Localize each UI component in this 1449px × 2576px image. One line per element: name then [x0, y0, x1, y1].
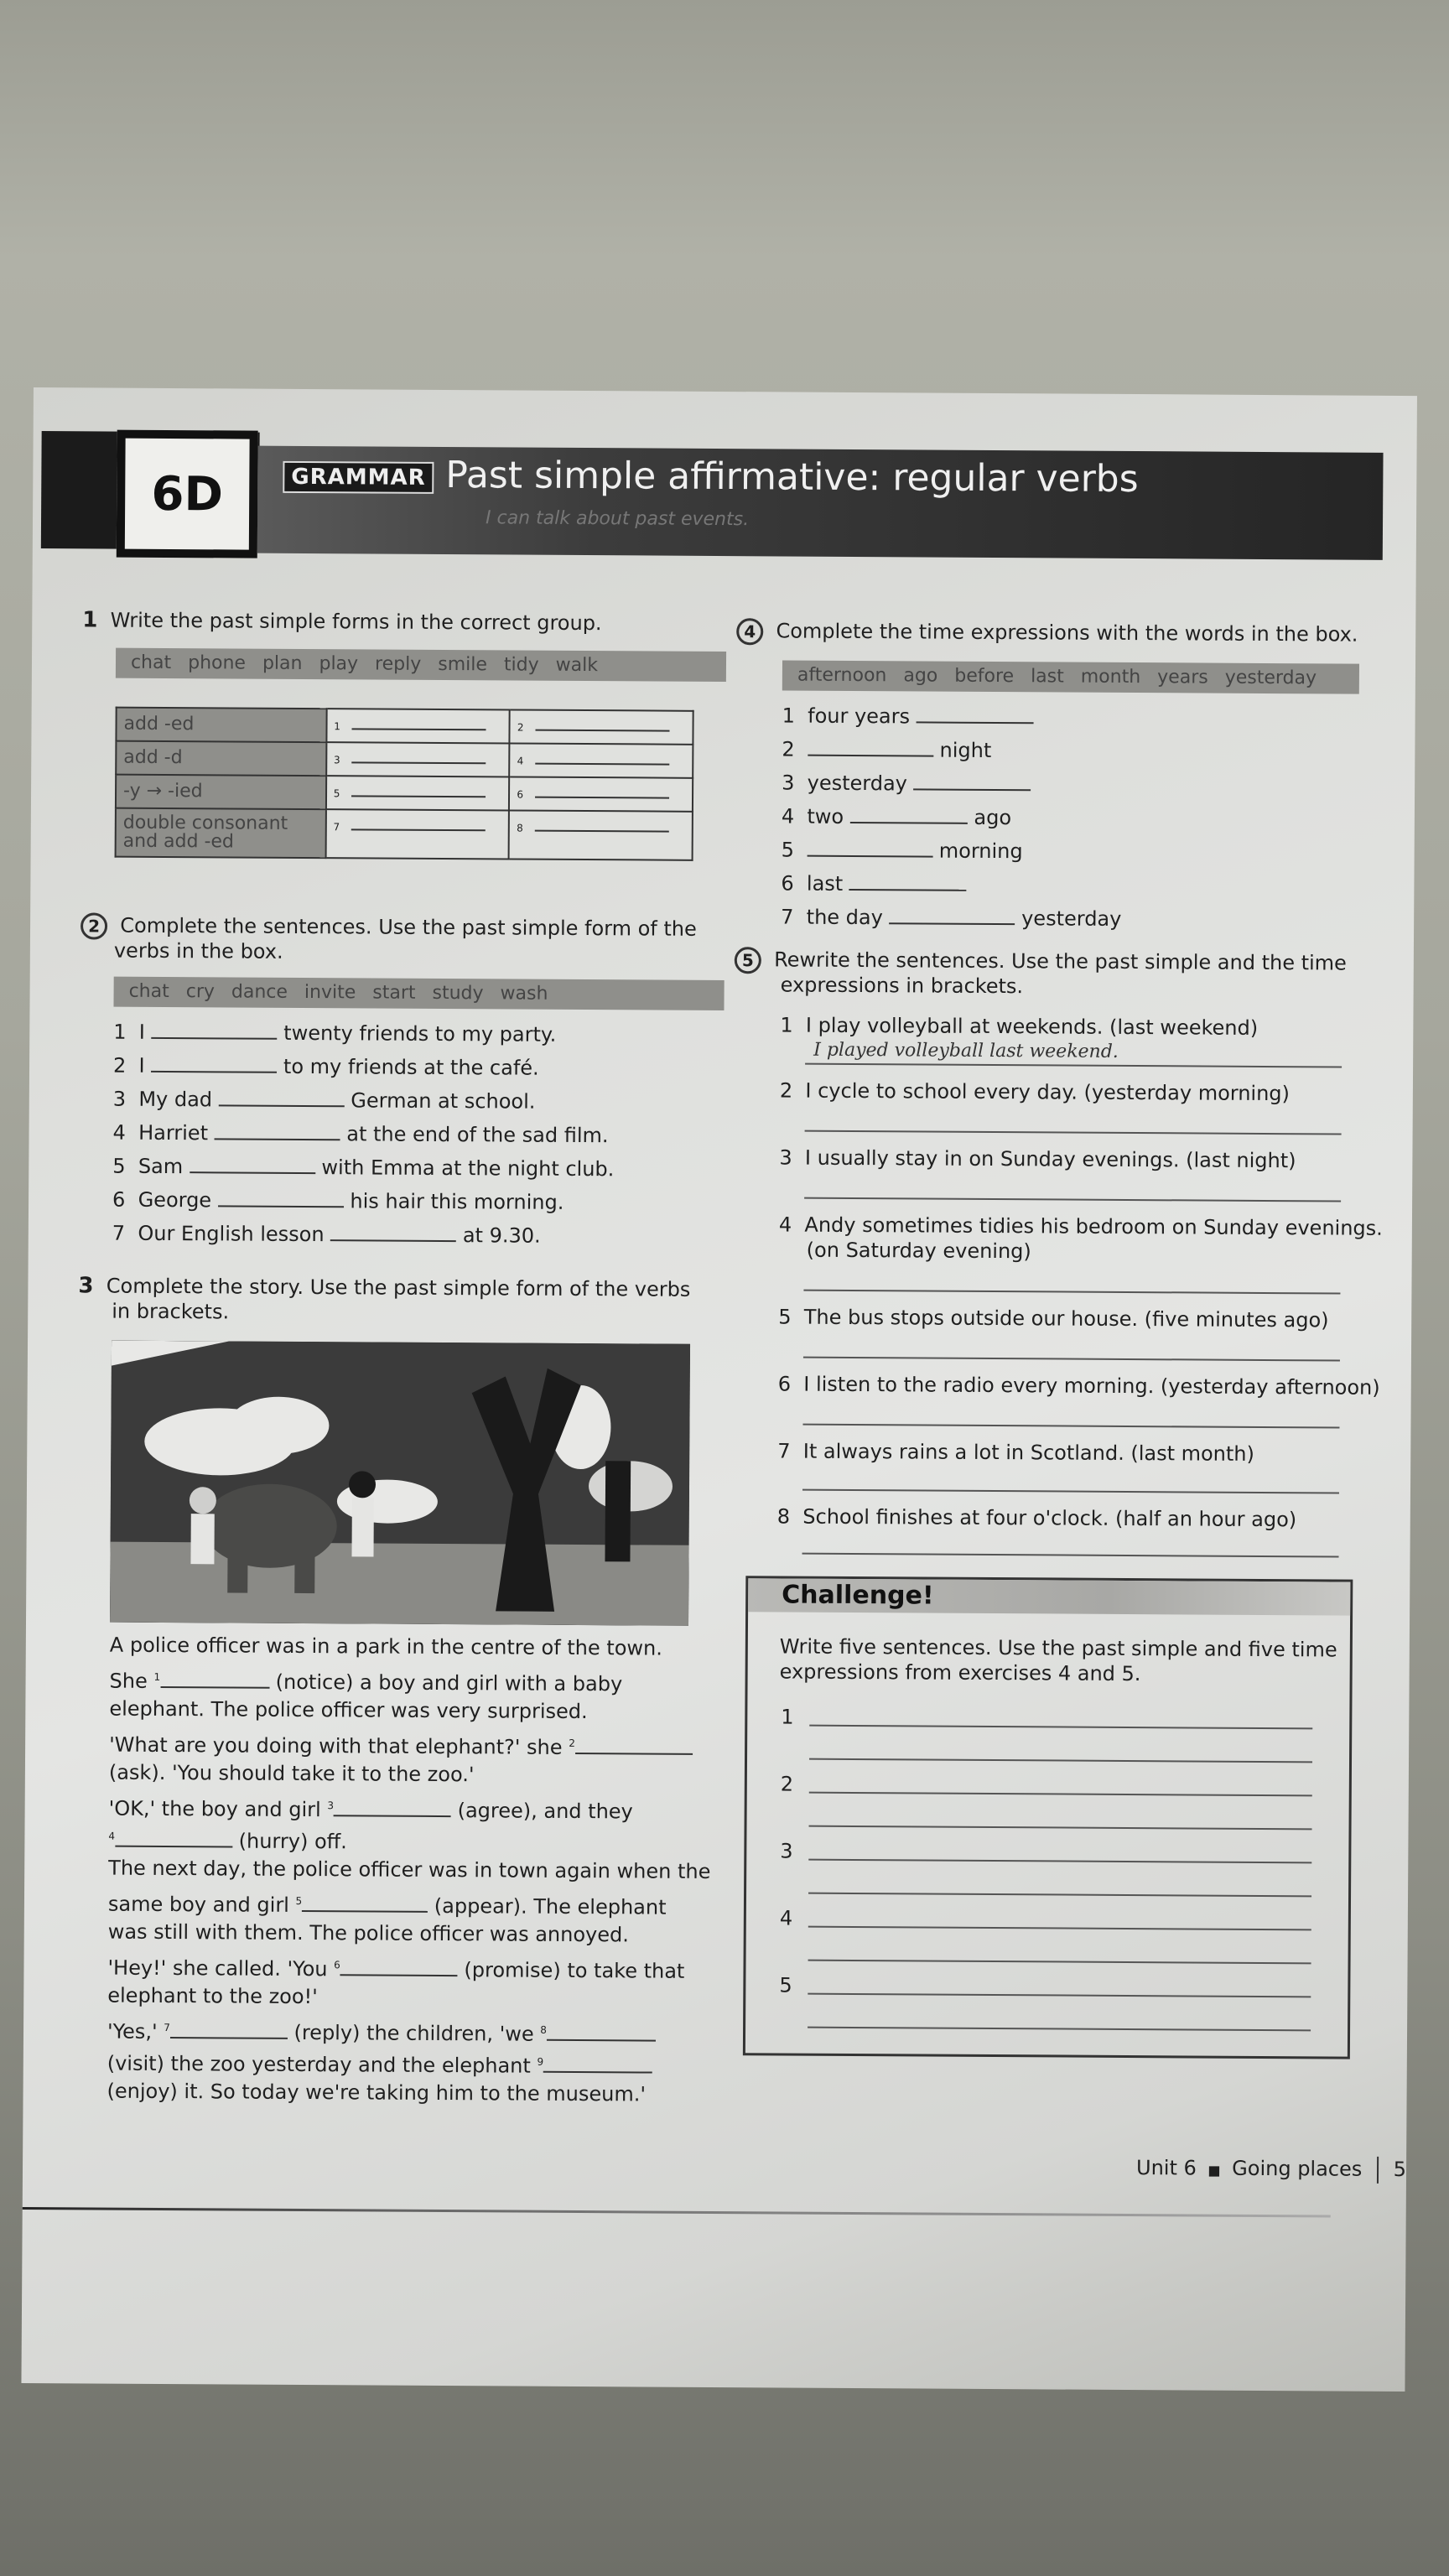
list-item: 8 School finishes at four o'clock. (half an hour ago): [776, 1504, 1297, 1532]
answer-line[interactable]: [808, 1926, 1311, 1931]
list-item: 5 morning: [781, 838, 1023, 864]
story-line: The next day, the police officer was in town again when the: [108, 1856, 711, 1883]
story-line: (visit) the zoo yesterday and the elephant $^9$: [107, 2047, 653, 2080]
box-word: chat: [128, 980, 169, 1003]
box-word: ago: [903, 665, 938, 687]
answer-line[interactable]: [808, 1960, 1311, 1965]
ex4-word-box: [782, 660, 1359, 693]
story-line: (enjoy) it. So today we're taking him to the museum.': [106, 2079, 647, 2106]
story-line: elephant. The police officer was very surprised.: [109, 1696, 588, 1724]
answer-line[interactable]: [808, 2027, 1311, 2032]
ex3-heading: 3 Complete the story. Use the past simple form of the verbs: [78, 1273, 691, 1301]
grammar-label: [283, 461, 434, 494]
ex1-heading: 1 Write the past simple forms in the correct group.: [82, 607, 602, 636]
unit-code-box: [117, 430, 258, 558]
story-line: (ask). 'You should take it to the zoo.': [108, 1760, 475, 1787]
box-word: yesterday: [1224, 667, 1317, 689]
answer-line[interactable]: [802, 1424, 1339, 1429]
illustration-drawing: [110, 1341, 690, 1626]
box-word: chat: [130, 652, 172, 674]
answer-handwritten: I played volleyball last weekend.: [813, 1039, 1119, 1062]
answer-line[interactable]: [808, 1859, 1311, 1864]
answer-line[interactable]: [805, 1130, 1342, 1135]
list-item: 7 It always rains a lot in Scotland. (last month): [777, 1439, 1255, 1466]
box-word: walk: [555, 654, 599, 677]
answer-line[interactable]: [809, 1826, 1312, 1831]
list-item: 1 I twenty friends to my party.: [113, 1020, 557, 1046]
story-line: same boy and girl $^5$ (appear). The elephant: [107, 1892, 667, 1919]
box-word: reply: [375, 653, 422, 675]
story-line: She $^1$ (notice) a boy and girl with a baby: [109, 1669, 623, 1696]
box-word: wash: [500, 983, 548, 1005]
list-item: 6 last: [781, 870, 967, 896]
answer-line[interactable]: [808, 1893, 1311, 1898]
list-item: 5 Sam with Emma at the night club.: [112, 1154, 615, 1182]
answer-line[interactable]: [809, 1792, 1312, 1797]
list-item: 2 I cycle to school every day. (yesterday morning): [779, 1078, 1291, 1106]
worksheet-page: [21, 387, 1417, 2392]
box-word: last: [1031, 666, 1064, 688]
answer-line[interactable]: [804, 1197, 1341, 1202]
challenge-box: [743, 1576, 1353, 2059]
ex4-heading: 4 Complete the time expressions with the words in the box.: [736, 618, 1358, 649]
list-item-cont: (on Saturday evening): [806, 1238, 1031, 1264]
box-word: smile: [438, 653, 488, 676]
list-item: 1 I play volleyball at weekends. (last weekend): [780, 1013, 1259, 1040]
grammar-label-text: GRAMMAR: [291, 464, 426, 491]
footer-divider: [1377, 2157, 1379, 2184]
box-word: play: [319, 653, 359, 675]
challenge-number: 1: [781, 1705, 794, 1729]
footer-rule: [23, 2207, 1331, 2218]
ex1-group-table: [115, 707, 694, 861]
box-word: dance: [231, 981, 288, 1003]
challenge-title: Challenge!: [782, 1580, 934, 1611]
box-word: years: [1157, 667, 1208, 688]
challenge-instruction: Write five sentences. Use the past simple and five time: [779, 1634, 1337, 1662]
challenge-number: 2: [780, 1772, 794, 1796]
challenge-number: 4: [779, 1906, 793, 1930]
ex2-word-box: [113, 977, 724, 1010]
box-word: start: [372, 982, 416, 1004]
list-item: 7 the day yesterday: [781, 905, 1122, 931]
box-word: plan: [262, 652, 303, 674]
list-item: 7 Our English lesson at 9.30.: [112, 1221, 541, 1248]
box-word: month: [1080, 666, 1141, 688]
story-line: $^4$ (hurry) off.: [108, 1824, 347, 1855]
list-item: 4 Andy sometimes tidies his bedroom on Sunday evenings.: [778, 1213, 1383, 1240]
list-item: 6 I listen to the radio every morning. (yesterday afternoon): [777, 1372, 1380, 1400]
footer-page-number: 5: [1393, 2157, 1406, 2182]
ex5-heading: 5 Rewrite the sentences. Use the past simple and the time: [735, 947, 1347, 977]
story-line: elephant to the zoo!': [107, 1983, 318, 2009]
ex2-heading-line2: verbs in the box.: [113, 938, 283, 963]
story-line: 'Yes,' $^7$ (reply) the children, 'we $^8$: [107, 2015, 656, 2048]
ex2-heading: 2 Complete the sentences. Use the past simple form of the: [80, 912, 697, 943]
story-line: 'Hey!' she called. 'You $^6$ (promise) to take that: [107, 1955, 685, 1983]
list-item: 4 two ago: [781, 804, 1012, 830]
box-word: cry: [185, 981, 216, 1003]
list-item: 6 George his hair this morning.: [112, 1187, 564, 1214]
list-item: 1 four years: [782, 702, 1034, 730]
box-word: tidy: [503, 654, 539, 676]
box-word: phone: [188, 652, 247, 674]
story-line: 'What are you doing with that elephant?' she $^2$: [109, 1728, 693, 1761]
page-subtitle: I can talk about past events.: [485, 507, 750, 531]
list-item: 3 yesterday: [782, 769, 1031, 797]
box-word: study: [432, 982, 484, 1005]
table-row: double consonant and add -ed 7 8: [116, 808, 693, 860]
list-item: 3 I usually stay in on Sunday evenings. (last night): [779, 1145, 1296, 1173]
unit-code: 6D: [151, 466, 224, 522]
ex1-word-box: [116, 648, 726, 682]
box-word: invite: [304, 981, 356, 1004]
story-line: A police officer was in a park in the centre of the town.: [109, 1633, 662, 1660]
answer-line[interactable]: [802, 1553, 1339, 1558]
page-footer: [1136, 2155, 1406, 2184]
footer-bullet-icon: ■: [1208, 2162, 1221, 2179]
table-row: add -ed 1 2: [116, 708, 693, 745]
box-word: before: [954, 665, 1015, 688]
table-row: -y → -ied 5 6: [116, 775, 693, 812]
answer-line[interactable]: [809, 1758, 1312, 1763]
answer-line[interactable]: [803, 1290, 1340, 1295]
story-line: 'OK,' the boy and girl $^3$ (agree), and they: [108, 1796, 633, 1824]
list-item: 3 My dad German at school.: [112, 1087, 536, 1114]
footer-unit: Unit 6: [1135, 2156, 1197, 2180]
challenge-number: 3: [780, 1839, 793, 1863]
table-row: add -d 3 4: [116, 741, 693, 778]
footer-section: Going places: [1232, 2156, 1363, 2181]
answer-line[interactable]: [803, 1357, 1340, 1362]
list-item: 2 night: [782, 737, 992, 762]
list-item: 4 Harriet at the end of the sad film.: [112, 1120, 609, 1148]
answer-line[interactable]: [808, 1993, 1311, 1998]
challenge-instruction-line2: expressions from exercises 4 and 5.: [779, 1659, 1141, 1686]
box-word: afternoon: [797, 664, 887, 687]
list-item: 2 I to my friends at the café.: [112, 1053, 539, 1080]
ex5-heading-line2: expressions in brackets.: [780, 973, 1024, 999]
story-illustration: [110, 1341, 690, 1626]
answer-line[interactable]: [802, 1489, 1339, 1494]
answer-line[interactable]: [809, 1725, 1312, 1730]
list-item: 5 The bus stops outside our house. (five minutes ago): [778, 1305, 1329, 1332]
story-line: was still with them. The police officer was annoyed.: [107, 1919, 629, 1947]
page-title: Past simple affirmative: regular verbs: [445, 454, 1139, 501]
challenge-number: 5: [779, 1973, 792, 1997]
ex3-heading-line2: in brackets.: [112, 1299, 230, 1324]
answer-line[interactable]: [805, 1063, 1342, 1068]
